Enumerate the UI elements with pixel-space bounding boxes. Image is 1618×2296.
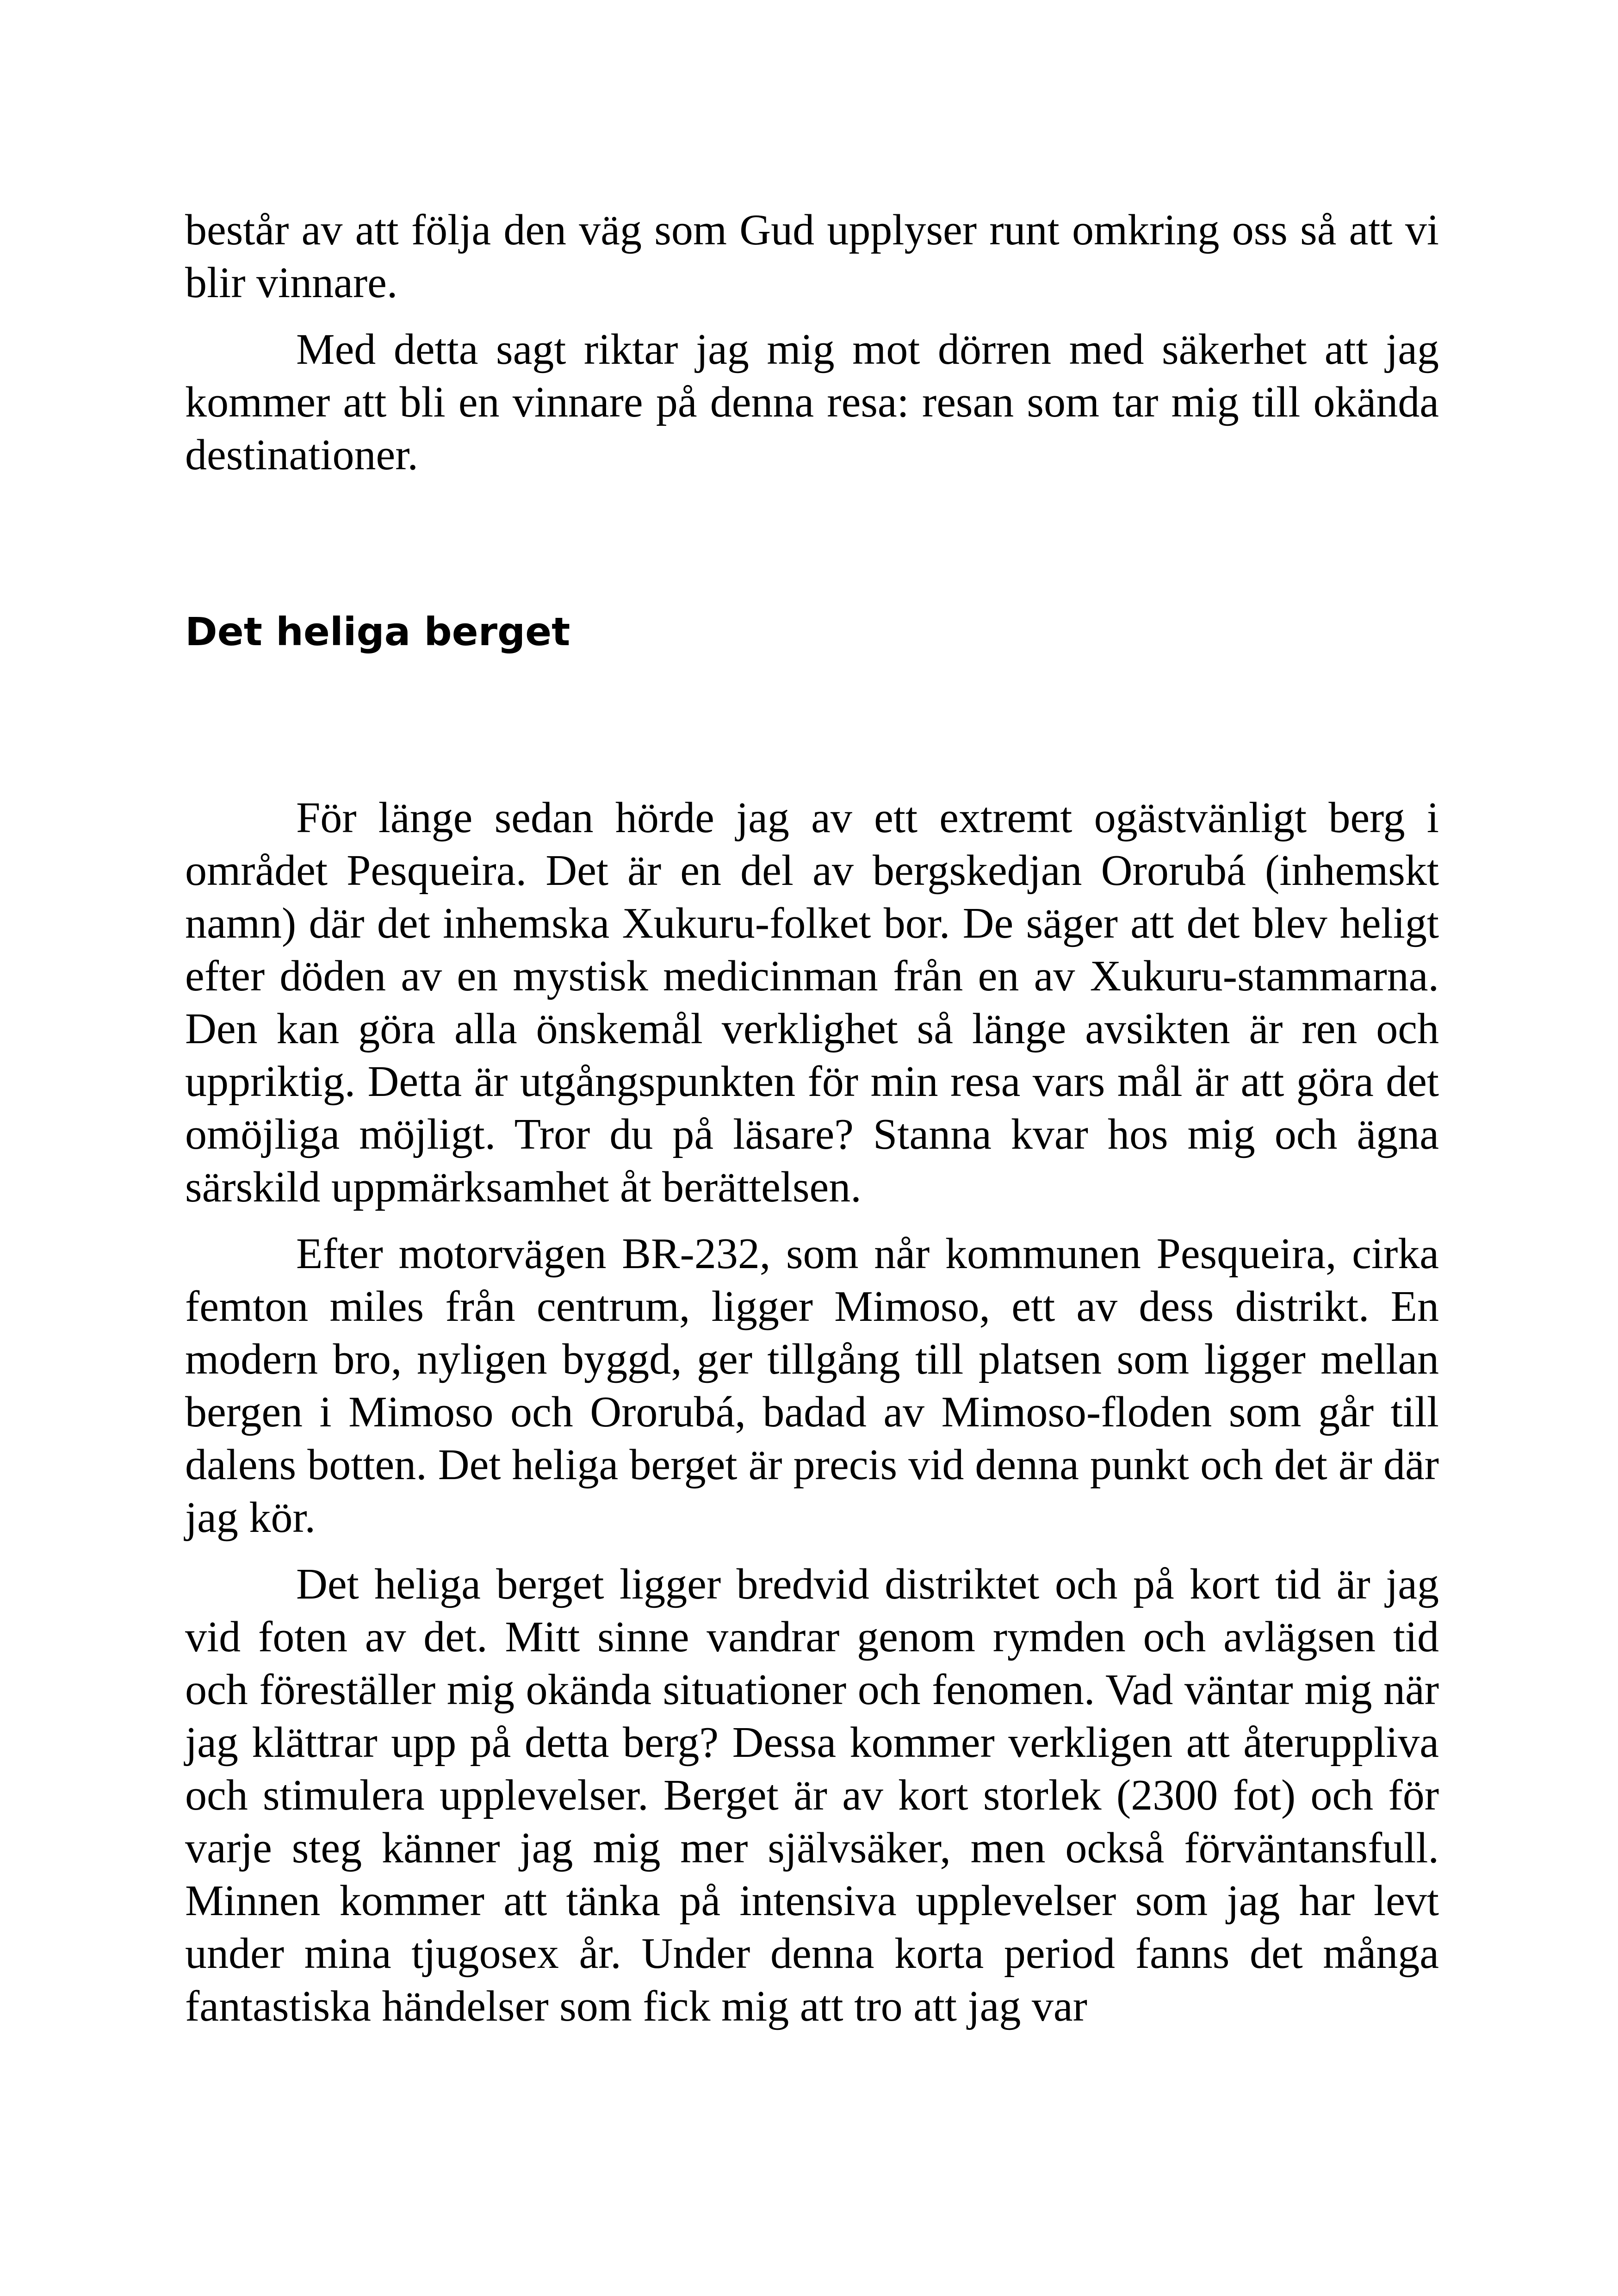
paragraph: Efter motorvägen BR-232, som når kommunen Pesqueira, cirka femton miles från centrum, ligger Mimoso, ett av dess distrikt. En modern bro, nyligen byggd, ger tillgång till platsen som ligger mellan bergen i Mimoso och Ororubá, badad av Mimoso-floden som går till dalens botten. Det heliga berget är precis vid denna punkt och det är där jag kör. — [185, 1230, 1439, 1542]
section-heading-container — [185, 606, 1439, 657]
paragraph: Med detta sagt riktar jag mig mot dörren med säkerhet att jag kommer att bli en vinnare på denna resa: resan som tar mig till okända destinationer. — [185, 325, 1439, 479]
section-heading: Det heliga berget — [185, 609, 570, 654]
paragraph: För länge sedan hörde jag av ett extremt ogästvänligt berg i området Pesqueira. Det är en del av bergskedjan Ororubá (inhemskt namn) där det inhemska Xukuru-folket bor. De säger att det blev heligt efter döden av en mystisk medicinman från en av Xukuru-stammarna. Den kan göra alla önskemål verklighet så länge avsikten är ren och uppriktig. Detta är utgångspunkten för min resa vars mål är att göra det omöjliga möjligt. Tror du på läsare? Stanna kvar hos mig och ägna särskild uppmärksamhet åt berättelsen. — [185, 794, 1439, 1211]
paragraph: Det heliga berget ligger bredvid distriktet och på kort tid är jag vid foten av det. Mitt sinne vandrar genom rymden och avlägsen tid och föreställer mig okända situationer och fenomen. Vad väntar mig när jag klättrar upp på detta berg? Dessa kommer verkligen att återuppliva och stimulera upplevelser. Berget är av kort storlek (2300 fot) och för varje steg känner jag mig mer självsäker, men också förväntansfull. Minnen kommer att tänka på intensiva upplevelser som jag har levt under mina tjugosex år. Under denna korta period fanns det många fantastiska händelser som fick mig att tro att jag var — [185, 1560, 1439, 2030]
paragraph-continued: består av att följa den väg som Gud upplyser runt omkring oss så att vi blir vinnare. — [185, 206, 1439, 307]
document-page — [185, 204, 1439, 2033]
